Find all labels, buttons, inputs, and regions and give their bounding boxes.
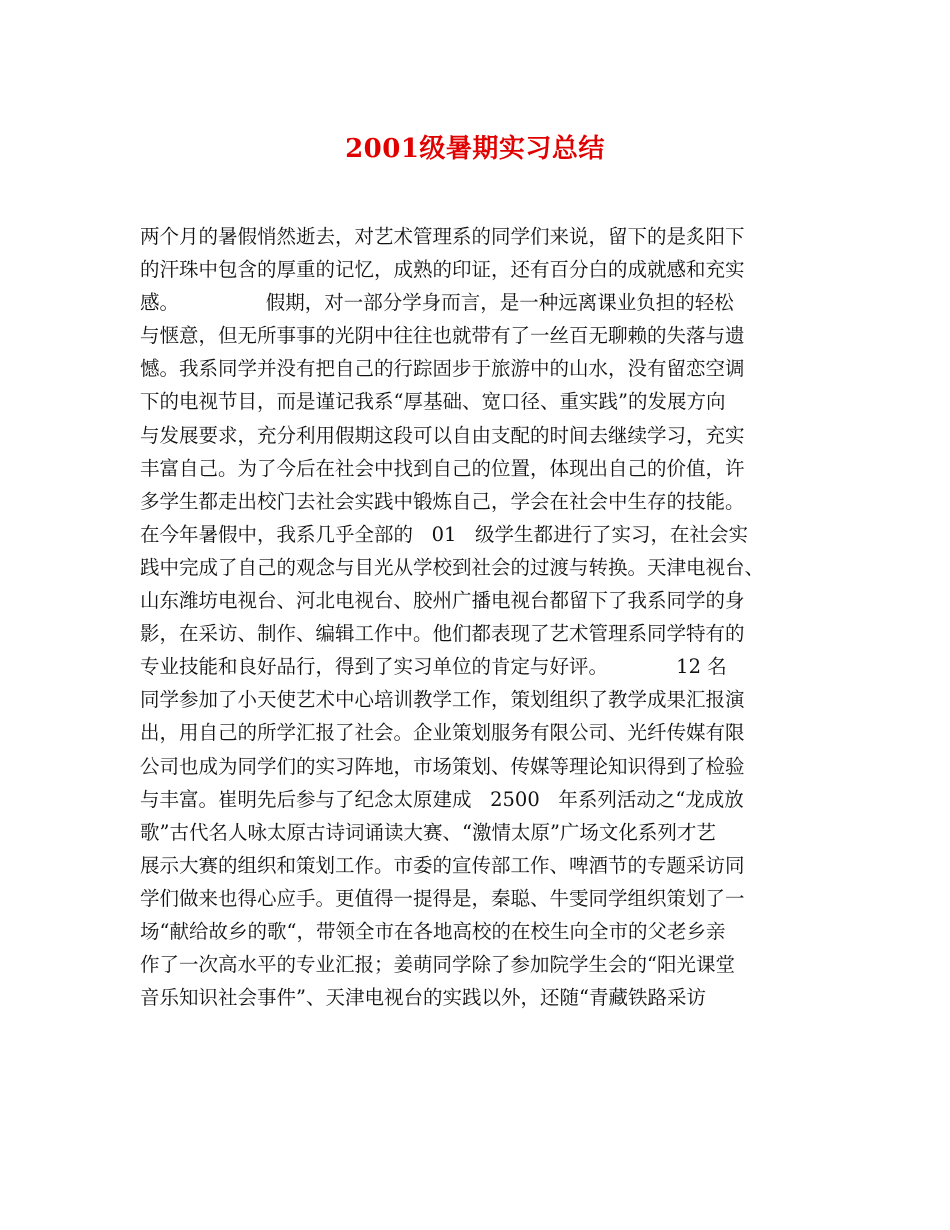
text-line: 与惬意，但无所事事的光阴中往往也就带有了一丝百无聊赖的失落与遗: [140, 324, 745, 348]
text-line: 丰富自己。为了今后在社会中找到自己的位置，体现出自己的价值，许: [140, 456, 745, 480]
text-line: 两个月的暑假悄然逝去，对艺术管理系的同学们来说，留下的是炙阳下: [140, 225, 745, 248]
text-line: 同学参加了小天使艺术中心培训教学工作，策划组织了教学成果汇报演: [140, 688, 745, 712]
text-line: 歌”古代名人咏太原古诗词诵读大赛、“激情太原”广场文化系列才艺: [140, 820, 716, 844]
text-line: 憾。我系同学并没有把自己的行踪固步于旅游中的山水，没有留恋空调: [140, 357, 745, 381]
text-line: 学们做来也得心应手。更值得一提得是，秦聪、牛雯同学组织策划了一: [140, 886, 745, 910]
text-line: 作了一次高水平的专业汇报；姜萌同学除了参加院学生会的“阳光课堂: [140, 953, 735, 977]
text-line: 场“献给故乡的歌“，带领全市在各地高校的在校生向全市的父老乡亲: [140, 919, 726, 943]
text-line: 影，在采访、制作、编辑工作中。他们都表现了艺术管理系同学特有的: [140, 622, 745, 646]
text-line: 与发展要求，充分利用假期这段可以自由支配的时间去继续学习，充实: [140, 423, 745, 447]
text-line: 专业技能和良好品行，得到了实习单位的肯定与好评。 12 名: [140, 655, 727, 679]
text-line: 的汗珠中包含的厚重的记忆，成熟的印证，还有百分白的成就感和充实: [140, 258, 745, 282]
text-line: 下的电视节目，而是谨记我系“厚基础、宽口径、重实践”的发展方向: [140, 390, 726, 414]
text-line: 音乐知识社会事件”、天津电视台的实践以外，还随“青藏铁路采访: [140, 986, 706, 1010]
text-line: 感。 假期，对一部分学身而言，是一种远离课业负担的轻松: [140, 291, 734, 315]
text-line: 山东潍坊电视台、河北电视台、胶州广播电视台都留下了我系同学的身: [140, 589, 745, 613]
text-line: 多学生都走出校门去社会实践中锻炼自己，学会在社会中生存的技能。: [140, 489, 745, 513]
text-line: 出，用自己的所学汇报了社会。企业策划服务有限公司、光纤传媒有限: [140, 721, 745, 745]
text-line: 公司也成为同学们的实习阵地，市场策划、传媒等理论知识得到了检验: [140, 754, 745, 778]
text-line: 与丰富。崔明先后参与了纪念太原建成 2500 年系列活动之“龙成放: [140, 787, 744, 811]
text-line: 践中完成了自己的观念与目光从学校到社会的过渡与转换。天津电视台、: [140, 555, 765, 579]
text-line: 在今年暑假中，我系几乎全部的 01 级学生都进行了实习，在社会实: [140, 522, 749, 546]
document-body: [140, 220, 820, 1014]
document-title: 2001级暑期实习总结: [345, 134, 605, 164]
text-line: 展示大赛的组织和策划工作。市委的宣传部工作、啤酒节的专题采访同: [140, 853, 745, 877]
